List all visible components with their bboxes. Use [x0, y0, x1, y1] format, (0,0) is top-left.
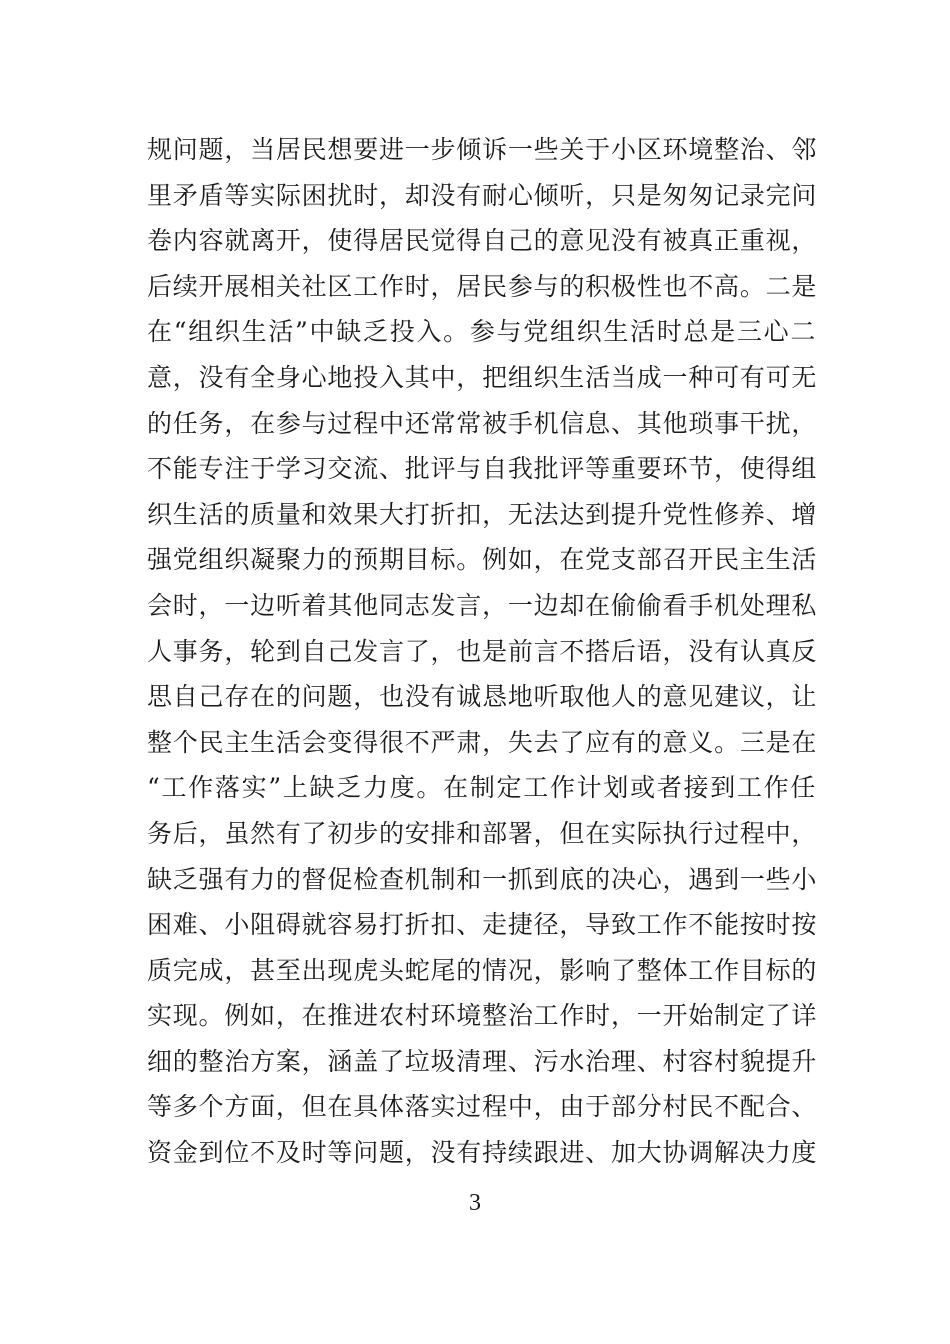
text-line: 不能专注于学习交流、批评与自我批评等重要环节，使得组 [147, 454, 817, 484]
text-line: 务后，虽然有了初步的安排和部署，但在实际执行过程中， [147, 818, 817, 848]
page-number: 3 [469, 1190, 481, 1216]
text-line: 缺乏强有力的督促检查机制和一抓到底的决心，遇到一些小 [147, 864, 817, 894]
text-line: 困难、小阻碍就容易打折扣、走捷径，导致工作不能按时按 [147, 910, 817, 940]
text-line: 等多个方面，但在具体落实过程中，由于部分村民不配合、 [147, 1092, 817, 1122]
text-line: 强党组织凝聚力的预期目标。例如，在党支部召开民主生活 [147, 545, 817, 575]
text-line: 后续开展相关社区工作时，居民参与的积极性也不高。二是 [147, 271, 817, 301]
text-line: 整个民主生活会变得很不严肃，失去了应有的意义。三是在 [147, 727, 817, 757]
text-line: 思自己存在的问题，也没有诚恳地听取他人的意见建议，让 [147, 682, 817, 712]
text-line: 实现。例如，在推进农村环境整治工作时，一开始制定了详 [147, 1001, 817, 1031]
text-line: 规问题，当居民想要进一步倾诉一些关于小区环境整治、邻 [147, 135, 817, 164]
text-line: 意，没有全身心地投入其中，把组织生活当成一种可有可无 [147, 362, 817, 392]
body-text [147, 127, 817, 1176]
text-line: 在“组织生活”中缺乏投入。参与党组织生活时总是三心二 [147, 317, 817, 347]
text-line: 资金到位不及时等问题，没有持续跟进、加大协调解决力度 [147, 1138, 817, 1168]
text-line: 细的整治方案，涵盖了垃圾清理、污水治理、村容村貌提升 [147, 1046, 817, 1076]
text-line: “工作落实”上缺乏力度。在制定工作计划或者接到工作任 [147, 773, 817, 803]
text-line: 织生活的质量和效果大打折扣，无法达到提升党性修养、增 [147, 499, 817, 529]
text-line: 会时，一边听着其他同志发言，一边却在偷偷看手机处理私 [147, 590, 817, 620]
text-line: 人事务，轮到自己发言了，也是前言不搭后语，没有认真反 [147, 636, 817, 666]
text-line: 里矛盾等实际困扰时，却没有耐心倾听，只是匆匆记录完问 [147, 180, 817, 210]
text-line: 质完成，甚至出现虎头蛇尾的情况，影响了整体工作目标的 [147, 955, 817, 985]
text-line: 卷内容就离开，使得居民觉得自己的意见没有被真正重视， [147, 226, 817, 256]
text-line: 的任务，在参与过程中还常常被手机信息、其他琐事干扰， [147, 408, 817, 438]
